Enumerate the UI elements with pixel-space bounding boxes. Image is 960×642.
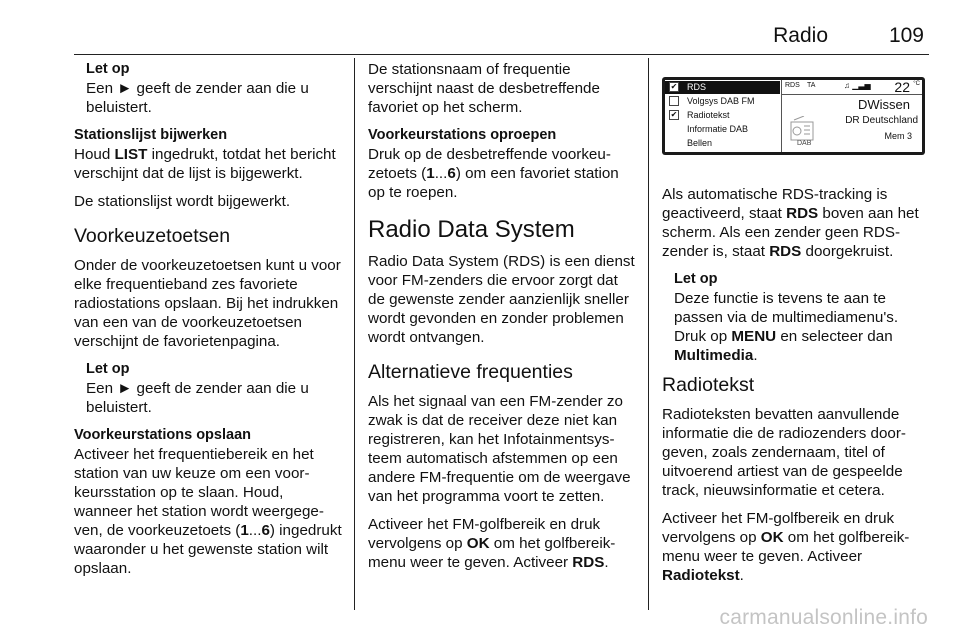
column-divider-1 [354,58,355,610]
note-current-station [86,60,344,117]
status-ta: TA [807,82,816,89]
note-multimedia [674,270,932,365]
screen-display [665,80,922,152]
dab-label: DAB [797,140,812,147]
checkbox-icon: ✔ [670,110,678,119]
note-current-station-2 [86,360,344,417]
menu-item-call: Bellen [687,138,713,148]
infotainment-screen-illustration [662,77,925,155]
column-3 [662,185,932,594]
page-number: 109 [888,24,924,47]
note-text: Een ► geeft de zender aan die u beluistert. [86,80,309,116]
note-label: Let op [86,361,130,377]
column-1 [74,60,344,587]
paragraph-save-presets: Activeer het frequentiebereik en het station van uw keuze om een voorkeursstation op te slaan. Houd, wanneer het station wordt weergegeven, de voorkeuzetoets (1...6) ingedrukt waaronder u het gewenste station wilt opslaan. [74,446,342,577]
paragraph-rds-tracking: Als automatische RDS-tracking is geactiveerd, staat RDS boven aan het scherm. Als een zender geen RDS-zender is, staat RDS doorgekruist. [662,186,919,260]
paragraph-activate-radiotext: Activeer het FM-golfbereik en druk vervolgens op OK om het golfbereikmenu weer te geven. Activeer Radiotekst. [662,510,910,584]
paragraph-presets: Onder de voorkeuzetoetsen kunt u voor elke frequentieband zes favoriete radiostations opslaan. Bij het indrukken van een van de voorkeuzetoetsen verschijnt de favorietenpagina. [74,257,341,350]
note-label: Let op [86,61,130,77]
chapter-title: Radio [773,24,828,47]
menu-item-dab-info: Informatie DAB [687,124,749,134]
header-rule [74,54,929,55]
temperature-value: 22 [894,79,910,95]
note-label: Let op [674,271,718,287]
menu-item-dab-fm: Volgsys DAB FM [665,95,780,108]
heading-radiotext: Radiotekst [662,374,755,396]
note-text: Deze functie is tevens te aan te passen via de multimediamenu's. Druk op MENU en selecteer dan Multimedia. [674,290,899,364]
subheading-save-presets: Voorkeurstations opslaan [74,427,251,443]
play-arrow-icon: ► [117,80,133,97]
signal-icon: ♫ ▁▃▅ [844,81,871,90]
preset-memory: Mem 3 [884,131,912,141]
paragraph-radiotext: Radioteksten bevatten aanvullende informatie die de radiozenders doorgeven, zoals zendernaam, titel of uitvoerend artiest van de gespeelde track, nieuwsinformatie et cetera. [662,406,906,499]
column-divider-2 [648,58,649,610]
menu-item-rds: ✔ RDS [665,81,780,94]
rds-menu [665,80,780,152]
temperature-unit: °C [913,81,920,87]
status-rds: RDS [785,82,800,89]
paragraph-alt-frequencies: Als het signaal van een FM-zender zo zwak is dat de receiver deze niet kan registreren, kan het Infotainmentsysteem automatisch afstemmen op een andere FM-frequentie om de weergave van het programma voort te zetten. [368,393,631,505]
subheading-update-list: Stationslijst bijwerken [74,127,228,143]
checkbox-icon: ✔ [670,82,678,91]
checkbox-icon [669,96,679,106]
station-name: DWissen [857,97,910,112]
note-text: Een ► geeft de zender aan die u beluistert. [86,380,309,416]
watermark: carmanualsonline.info [719,606,928,629]
paragraph-update-list: Houd LIST ingedrukt, totdat het bericht verschijnt dat de lijst is bijgewerkt. [74,146,336,182]
paragraph-list-updated: De stationslijst wordt bijgewerkt. [74,193,291,210]
heading-rds: Radio Data System [368,216,575,243]
paragraph-station-name: De stationsnaam of frequentie verschijnt naast de desbetreffende favoriet op het scherm. [368,61,600,116]
station-subtitle: DR Deutschland [845,115,918,126]
heading-alt-frequencies: Alternatieve frequenties [368,361,573,383]
play-arrow-icon: ► [117,380,133,397]
screen-status-bar [782,80,922,95]
subheading-recall-presets: Voorkeurstations oproepen [368,127,557,143]
paragraph-rds: Radio Data System (RDS) is een dienst voor FM-zenders die ervoor zorgt dat de gewenste zender aanzienlijk sneller wordt gevonden en zonder problemen wordt ontvangen. [368,253,635,346]
heading-presets: Voorkeuzetoetsen [74,225,231,247]
column-2 [368,60,636,581]
menu-item-radiotext: ✔ Radiotekst [670,110,730,120]
paragraph-recall-presets: Druk op de desbetreffende voorkeuzetoets (1...6) om een favoriet station op te roepen. [368,146,619,201]
paragraph-activate-rds: Activeer het FM-golfbereik en druk vervolgens op OK om het golfbereikmenu weer te geven. Activeer RDS. [368,516,616,571]
